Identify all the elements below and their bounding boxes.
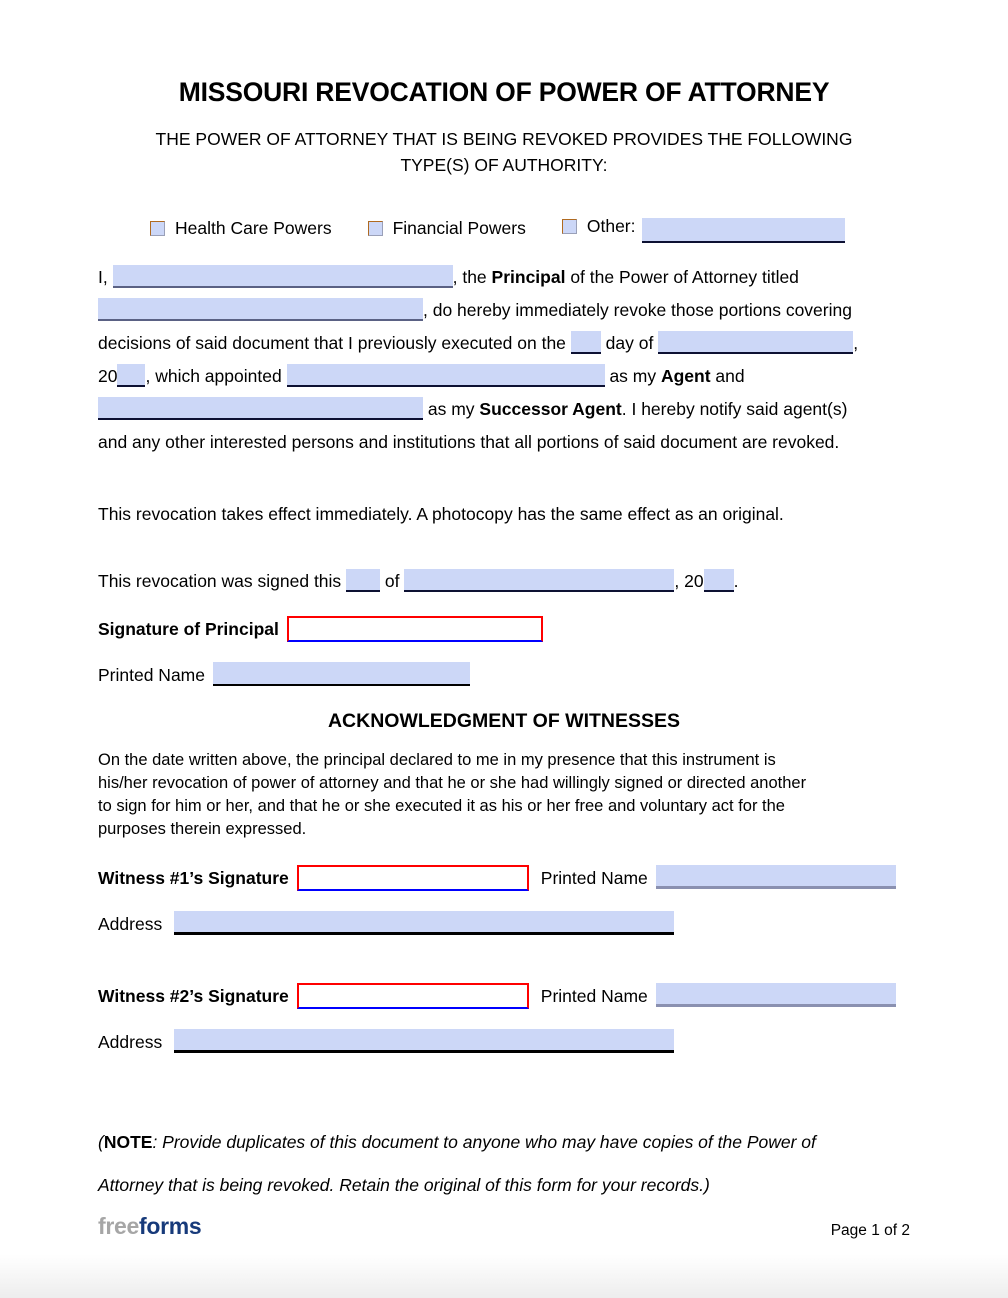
poa-title-input[interactable]: [98, 298, 423, 321]
authority-option-financial[interactable]: [368, 218, 526, 239]
page-number: Page 1 of 2: [830, 1222, 910, 1239]
page-footer: [98, 1213, 910, 1240]
logo-text-free: free: [98, 1213, 139, 1239]
body-text: decisions of said document that I previously executed on the: [98, 332, 566, 353]
checkbox-other-icon[interactable]: [562, 219, 577, 234]
witness-printed-name-label: Printed Name: [540, 868, 648, 889]
page-title: MISSOURI REVOCATION OF POWER OF ATTORNEY: [178, 77, 830, 107]
signed-date-line: [98, 569, 910, 592]
witness-signature-row: [98, 981, 910, 1007]
witness-statement: On the date written above, the principal declared to me in my presence that this instrument is his/her revocation of power of attorney and that he or she had willingly signed or directed another to sign for him or her, and that he or she executed it as his or her free and voluntary act for the purposes therein expressed.: [98, 750, 807, 839]
body-line-5: [98, 393, 910, 426]
principal-name-input[interactable]: [113, 265, 453, 288]
body-line-2: [98, 294, 910, 327]
logo-text-forms: forms: [139, 1213, 202, 1239]
signed-text: .: [733, 570, 739, 591]
body-text: as my: [427, 398, 480, 419]
execution-day-input[interactable]: [571, 331, 601, 354]
witness-printed-name-input[interactable]: [656, 865, 896, 889]
authority-option-label: Other:: [586, 215, 636, 236]
witness-address-label: Address: [98, 1032, 163, 1053]
execution-year-input[interactable]: [117, 364, 145, 387]
principal-keyword: Principal: [491, 266, 566, 287]
note-line-2: Attorney that is being revoked. Retain the original of this form for your records.): [98, 1175, 710, 1196]
witness-signature-label: Witness #2’s Signature: [98, 986, 289, 1007]
body-text: of the Power of Attorney titled: [565, 266, 799, 287]
signed-text: of: [384, 570, 400, 591]
principal-signature-input[interactable]: [287, 616, 543, 642]
revocation-body: [98, 261, 910, 459]
principal-printed-name-label: Printed Name: [98, 664, 205, 685]
body-text: , which appointed: [145, 365, 282, 386]
body-text: and: [710, 365, 745, 386]
body-text: , do hereby immediately revoke those portions covering: [423, 299, 852, 320]
body-text: , the: [452, 266, 492, 287]
body-text: day of: [605, 332, 654, 353]
signed-year-input[interactable]: [704, 569, 734, 592]
body-text: as my: [609, 365, 661, 386]
principal-printed-name-row: [98, 662, 910, 686]
witness-signature-label: Witness #1’s Signature: [98, 868, 289, 889]
page-bottom-shadow: [0, 1254, 1008, 1298]
authority-option-health-care[interactable]: [150, 218, 332, 239]
note-keyword: NOTE: [103, 1132, 153, 1153]
body-text: 20: [98, 365, 118, 386]
body-line-1: [98, 261, 910, 294]
agent-keyword: Agent: [660, 365, 711, 386]
body-text: ,: [853, 332, 859, 353]
witness-address-input[interactable]: [174, 911, 674, 935]
checkbox-financial-icon[interactable]: [368, 221, 383, 236]
body-line-6: and any other interested persons and institutions that all portions of said document are revoked.: [98, 431, 840, 452]
note-paren: (: [98, 1132, 104, 1153]
witness-signature-row: [98, 863, 910, 889]
witness-block-1: [98, 863, 910, 935]
witness-address-row: [98, 911, 910, 935]
body-text: . I hereby notify said agent(s): [621, 398, 848, 419]
authority-types-row: [98, 214, 910, 239]
revocation-effect-text: This revocation takes effect immediately. A photocopy has the same effect as an original.: [98, 503, 784, 524]
witness-block-2: [98, 981, 910, 1053]
authority-option-label: Financial Powers: [392, 217, 526, 238]
document-subtitle: THE POWER OF ATTORNEY THAT IS BEING REVOKED PROVIDES THE FOLLOWING TYPE(S) OF AUTHORITY:: [155, 129, 853, 175]
body-text: I,: [98, 266, 108, 287]
execution-month-input[interactable]: [658, 331, 853, 354]
witness-address-input[interactable]: [174, 1029, 674, 1053]
principal-printed-name-input[interactable]: [213, 662, 470, 686]
witness-printed-name-input[interactable]: [656, 983, 896, 1007]
witness-section-title: ACKNOWLEDGMENT OF WITNESSES: [327, 709, 681, 732]
signed-text: , 20: [674, 570, 704, 591]
witness-signature-input[interactable]: [297, 983, 529, 1009]
witness-address-row: [98, 1029, 910, 1053]
checkbox-health-care-icon[interactable]: [150, 221, 165, 236]
signed-text: This revocation was signed this: [98, 570, 342, 591]
note-block: [98, 1121, 910, 1207]
witness-printed-name-label: Printed Name: [540, 986, 648, 1007]
note-line-1: [98, 1121, 910, 1164]
signed-day-input[interactable]: [346, 569, 380, 592]
body-line-3: [98, 327, 910, 360]
successor-agent-keyword: Successor Agent: [479, 398, 622, 419]
successor-agent-input[interactable]: [98, 397, 423, 420]
body-line-4: [98, 360, 910, 393]
agent-name-input[interactable]: [287, 364, 605, 387]
witness-address-label: Address: [98, 914, 163, 935]
signed-month-input[interactable]: [404, 569, 674, 592]
freeforms-logo[interactable]: [98, 1213, 201, 1240]
note-text: : Provide duplicates of this document to anyone who may have copies of the Power of: [152, 1132, 816, 1153]
witness-signature-input[interactable]: [297, 865, 529, 891]
principal-signature-label: Signature of Principal: [98, 618, 279, 639]
authority-option-label: Health Care Powers: [175, 217, 332, 238]
principal-signature-row: [98, 614, 910, 640]
other-authority-input[interactable]: [642, 218, 845, 243]
authority-option-other[interactable]: [562, 214, 845, 239]
